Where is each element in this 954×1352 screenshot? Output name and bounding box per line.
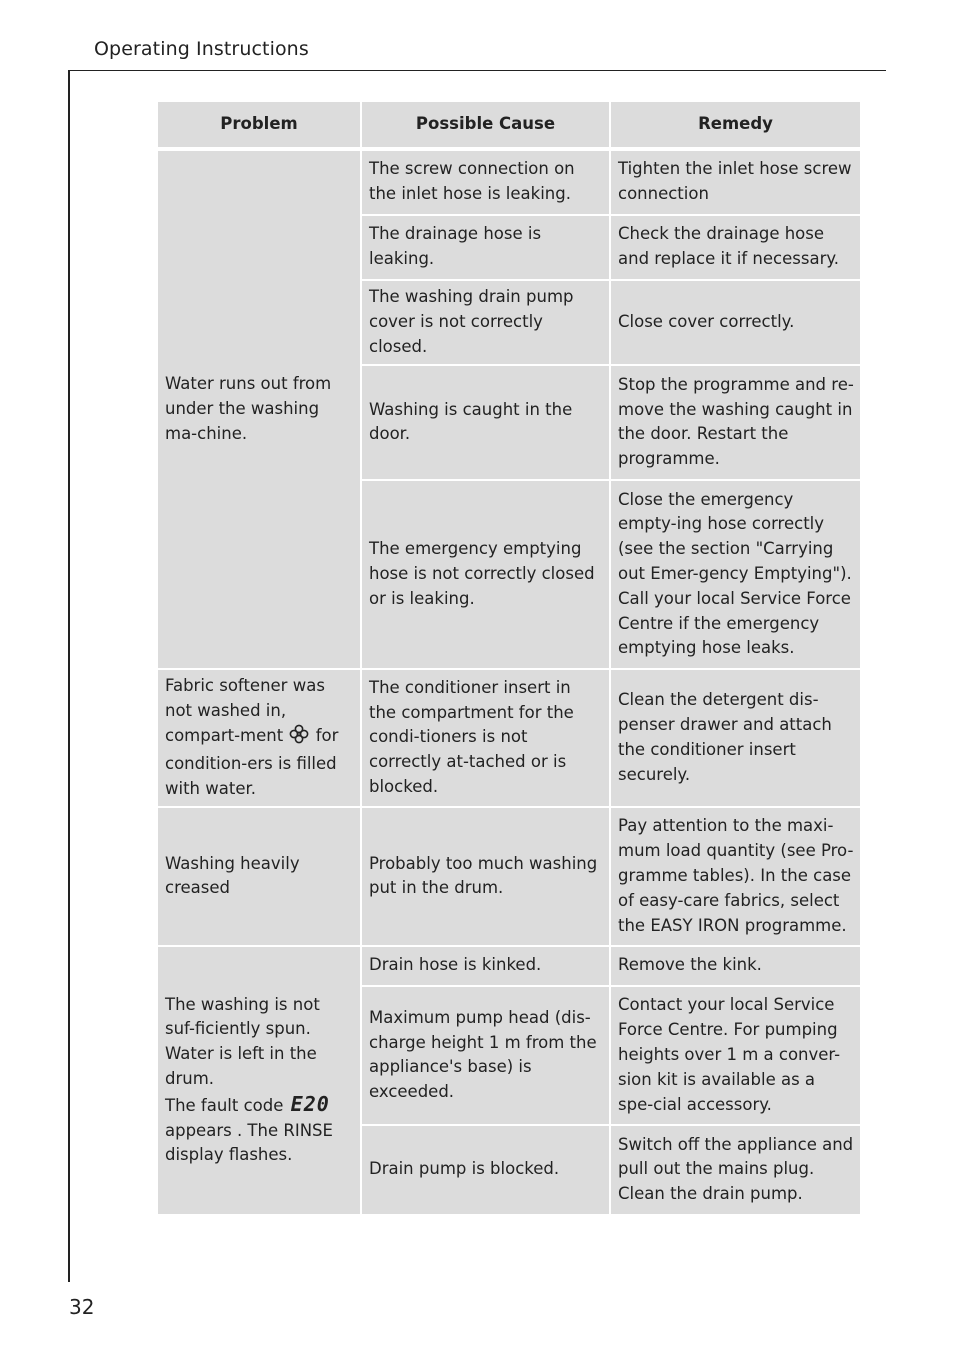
remedy-cell: Switch off the appliance and pull out the mains plug. Clean the drain pump. [611,1126,860,1214]
fault-code-display: E20 [290,1091,330,1116]
table-header-row [158,102,860,147]
remedy-cell: Close the emergency empty-ing hose correctly (see the section "Carrying out Emer-gency Emptying"). Call your local Service Force Centre if the emergency emptying hose leaks. [611,481,860,668]
problem-text-pre: Fabric softener was not washed in, compart-ment [165,676,325,745]
remedy-cell: Contact your local Service Force Centre. For pumping heights over 1 m a conver-sion kit is available as a spe-cial accessory. [611,987,860,1124]
table-row [158,151,860,214]
cause-cell: The emergency emptying hose is not correctly closed or is leaking. [362,481,609,668]
cause-cell: Maximum pump head (dis-charge height 1 m from the appliance's base) is exceeded. [362,987,609,1124]
cause-cell: The washing drain pump cover is not correctly closed. [362,281,609,364]
cause-cell: Probably too much washing put in the drum. [362,808,609,945]
remedy-cell: Check the drainage hose and replace it if necessary. [611,216,860,279]
cause-cell: Drain pump is blocked. [362,1126,609,1214]
problem-cell: Water runs out from under the washing ma-chine. [158,151,360,668]
cause-cell: Drain hose is kinked. [362,947,609,985]
problem-text-post: for condition-ers is filled with water. [165,725,339,798]
remedy-cell: Pay attention to the maxi-mum load quantity (see Pro-gramme tables). In the case of easy-care fabrics, select the EASY IRON programme. [611,808,860,945]
problem-text: The washing is not suf-ficiently spun. Water is left in the drum. [165,994,320,1088]
header-rule [68,70,886,71]
page-header-title: Operating Instructions [94,38,309,60]
problem-cell [158,670,360,806]
left-margin-rule [68,70,70,1282]
problem-text-pre: The fault code [165,1095,284,1115]
column-header-cause: Possible Cause [362,102,609,147]
cause-cell: Washing is caught in the door. [362,366,609,479]
remedy-cell: Tighten the inlet hose screw connection [611,151,860,214]
column-header-remedy: Remedy [611,102,860,147]
column-header-problem: Problem [158,102,360,147]
cause-cell: The screw connection on the inlet hose is leaking. [362,151,609,214]
cause-cell: The drainage hose is leaking. [362,216,609,279]
table-row [158,808,860,945]
table-row [158,670,860,806]
page-number: 32 [69,1295,95,1319]
remedy-cell: Stop the programme and re-move the washing caught in the door. Restart the programme. [611,366,860,479]
troubleshooting-table [156,100,862,1216]
problem-text-post: appears . The RINSE display flashes. [165,1120,333,1165]
table-row [158,947,860,985]
problem-cell: Washing heavily creased [158,808,360,945]
remedy-cell: Close cover correctly. [611,281,860,364]
cause-cell: The conditioner insert in the compartment for the condi-tioners is not correctly at-tached or is blocked. [362,670,609,806]
remedy-cell: Clean the detergent dis-penser drawer and attach the conditioner insert securely. [611,670,860,806]
remedy-cell: Remove the kink. [611,947,860,985]
problem-cell [158,947,360,1214]
softener-flower-icon [289,724,309,752]
